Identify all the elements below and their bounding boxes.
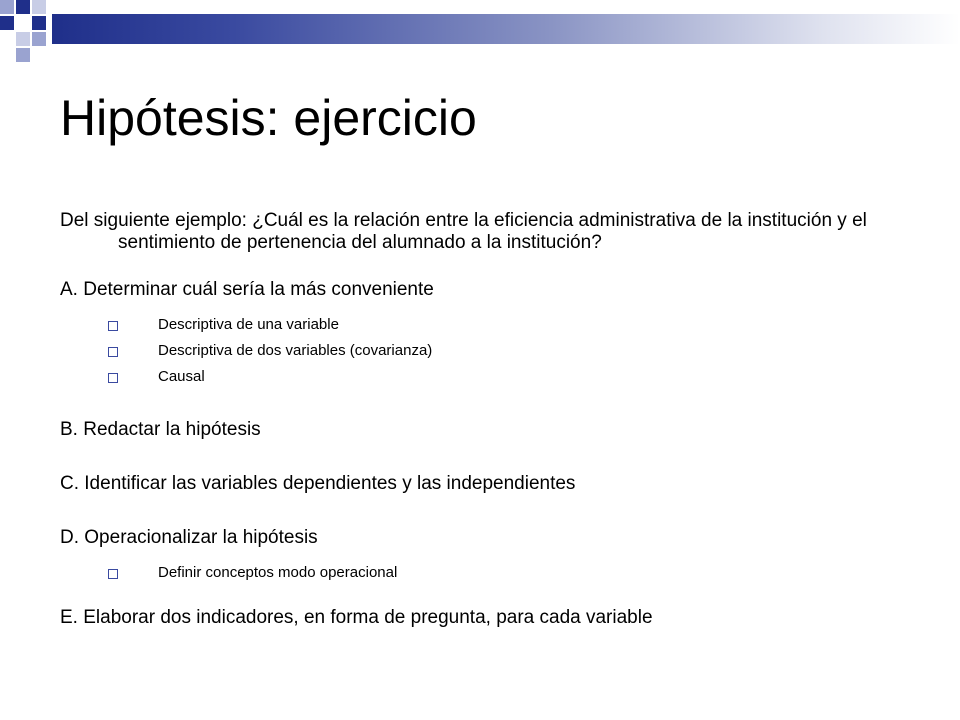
header-decoration <box>0 0 960 80</box>
section-a-item <box>60 364 930 390</box>
deco-square <box>32 32 46 46</box>
deco-square <box>32 0 46 14</box>
square-bullet-icon <box>108 373 118 383</box>
deco-square <box>0 16 14 30</box>
slide-title: Hipótesis: ejercicio <box>60 90 477 146</box>
slide-body <box>60 210 930 640</box>
section-a-item <box>60 312 930 338</box>
section-a-label: A. Determinar cuál sería la más conveniente <box>60 279 434 300</box>
deco-square <box>16 16 30 30</box>
section-a-item-text: Descriptiva de una variable <box>158 316 339 333</box>
section-a-item <box>60 338 930 364</box>
deco-square <box>16 32 30 46</box>
intro-paragraph: Del siguiente ejemplo: ¿Cuál es la relación entre la eficiencia administrativa de la institución y el sentimiento de pertenencia del alumnado a la institución? <box>60 210 867 253</box>
deco-square <box>32 16 46 30</box>
spacer <box>60 452 930 472</box>
deco-square <box>0 0 14 14</box>
square-bullet-icon <box>108 569 118 579</box>
section-e-label: E. Elaborar dos indicadores, en forma de pregunta, para cada variable <box>60 607 653 628</box>
spacer <box>60 586 930 606</box>
section-a-item-text: Descriptiva de dos variables (covarianza) <box>158 342 433 359</box>
header-gradient-bar <box>52 14 960 44</box>
section-d-item-text: Definir conceptos modo operacional <box>158 564 398 581</box>
section-b-label: B. Redactar la hipótesis <box>60 419 261 440</box>
spacer <box>60 390 930 418</box>
section-d-item <box>60 560 930 586</box>
section-c-label: C. Identificar las variables dependientes y las independientes <box>60 473 576 494</box>
section-a-item-text: Causal <box>158 368 205 385</box>
deco-square <box>16 48 30 62</box>
section-d-label: D. Operacionalizar la hipótesis <box>60 527 318 548</box>
spacer <box>60 506 930 526</box>
square-bullet-icon <box>108 347 118 357</box>
deco-square <box>16 0 30 14</box>
square-bullet-icon <box>108 321 118 331</box>
